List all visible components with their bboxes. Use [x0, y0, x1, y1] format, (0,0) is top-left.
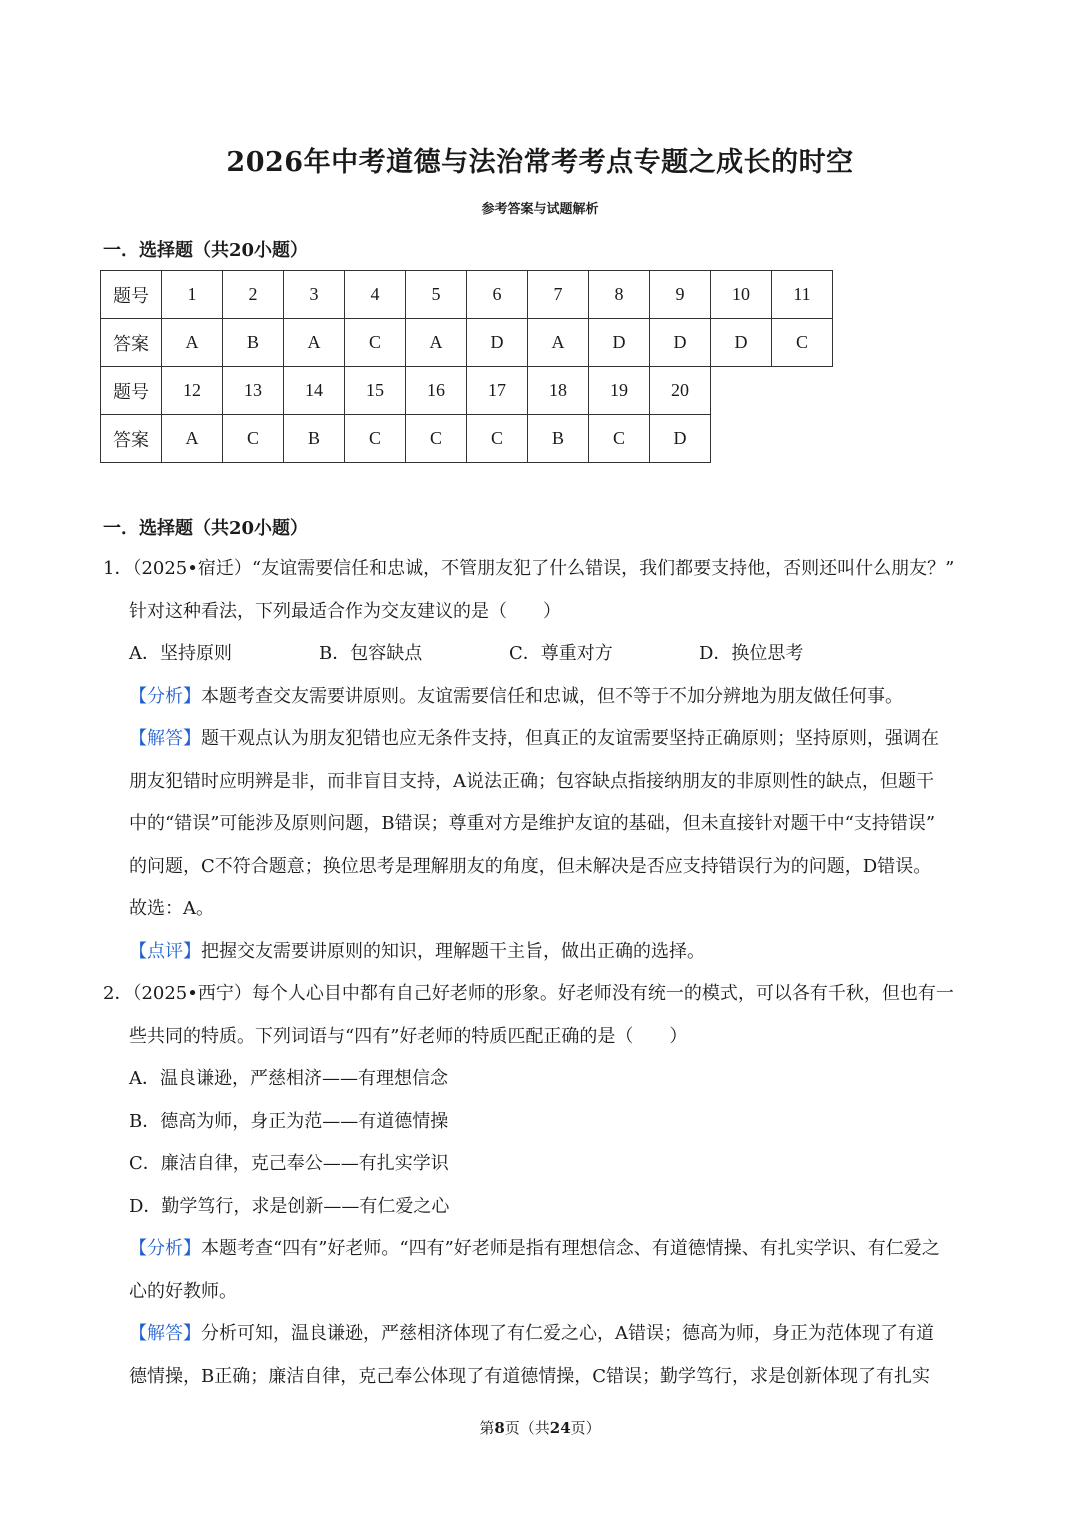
table-cell-empty	[772, 415, 833, 463]
option-c: C．廉洁自律，克己奉公——有扎实学识	[129, 1153, 449, 1174]
answer-text: 朋友犯错时应明辨是非，而非盲目支持，A说法正确；包容缺点指接纳朋友的非原则性的缺点，但题干	[129, 770, 934, 792]
option-d: D．换位思考	[699, 643, 804, 664]
analysis-block	[103, 1228, 983, 1313]
table-cell: 5	[406, 271, 467, 319]
table-cell: D	[467, 319, 528, 367]
table-cell: C	[467, 415, 528, 463]
table-cell: D	[650, 319, 711, 367]
option-b: B．包容缺点	[319, 643, 423, 664]
table-cell: 10	[711, 271, 772, 319]
document-title: 2026年中考道德与法治常考考点专题之成长的时空	[226, 147, 854, 178]
table-cell: 17	[467, 367, 528, 415]
comment-text: 把握交友需要讲原则的知识，理解题干主旨，做出正确的选择。	[201, 940, 705, 962]
answer-text: 的问题，C不符合题意；换位思考是理解朋友的角度，但未解决是否应支持错误行为的问题，D错误。	[129, 855, 932, 877]
question-stem: 些共同的特质。下列词语与“四有”好老师的特质匹配正确的是（ ）	[129, 1025, 688, 1047]
answer-tag: 【解答】	[129, 728, 201, 749]
answer-block	[103, 1313, 983, 1398]
option-a: A．坚持原则	[129, 643, 232, 664]
table-row	[101, 319, 833, 367]
table-cell: C	[223, 415, 284, 463]
analysis-text: 本题考查“四有”好老师。“四有”好老师是指有理想信念、有道德情操、有扎实学识、有仁爱之	[201, 1238, 940, 1259]
table-cell: 18	[528, 367, 589, 415]
table-cell: D	[589, 319, 650, 367]
table-cell: 题号	[101, 271, 162, 319]
table-cell: D	[711, 319, 772, 367]
table-cell: 7	[528, 271, 589, 319]
question-stem: 2．（2025•西宁）每个人心目中都有自己好老师的形象。好老师没有统一的模式，可以各有千秋，但也有一	[103, 983, 954, 1004]
table-cell: C	[406, 415, 467, 463]
table-cell: 12	[162, 367, 223, 415]
table-cell: 19	[589, 367, 650, 415]
answer-tag: 【解答】	[129, 1323, 201, 1344]
table-cell: 14	[284, 367, 345, 415]
table-cell: 11	[772, 271, 833, 319]
table-row	[101, 271, 833, 319]
table-cell: C	[345, 319, 406, 367]
answer-text: 德情操，B正确；廉洁自律，克己奉公体现了有道德情操，C错误；勤学笃行，求是创新体现了有扎实	[129, 1365, 930, 1387]
answer-text: 题干观点认为朋友犯错也应无条件支持，但真正的友谊需要坚持正确原则；坚持原则，强调在	[201, 728, 939, 749]
table-cell: 13	[223, 367, 284, 415]
comment-tag: 【点评】	[129, 940, 201, 962]
answer-text: 故选：A。	[129, 898, 214, 919]
question-1	[103, 548, 983, 973]
table-cell: A	[528, 319, 589, 367]
table-cell: 答案	[101, 415, 162, 463]
analysis-tag: 【分析】	[129, 685, 201, 707]
question-stem: 针对这种看法，下列最适合作为交友建议的是（ ）	[129, 600, 561, 622]
table-cell: A	[406, 319, 467, 367]
table-cell: C	[345, 415, 406, 463]
table-cell: 6	[467, 271, 528, 319]
analysis-text: 本题考查交友需要讲原则。友谊需要信任和忠诚，但不等于不加分辨地为朋友做任何事。	[201, 685, 903, 707]
table-cell: B	[528, 415, 589, 463]
table-cell: 1	[162, 271, 223, 319]
table-cell: 答案	[101, 319, 162, 367]
table-cell-empty	[711, 367, 772, 415]
analysis-tag: 【分析】	[129, 1238, 201, 1259]
analysis-block	[103, 676, 983, 719]
section-heading-1: 一．选择题（共20小题）	[103, 240, 309, 261]
table-row	[101, 415, 833, 463]
answer-text: 分析可知，温良谦逊，严慈相济体现了有仁爱之心，A错误；德高为师，身正为范体现了有道	[201, 1323, 934, 1344]
table-cell: 4	[345, 271, 406, 319]
analysis-text: 心的好教师。	[129, 1280, 237, 1302]
footer-middle: 页（共	[504, 1419, 550, 1437]
table-cell: 8	[589, 271, 650, 319]
table-row	[101, 367, 833, 415]
page-number: 8	[494, 1419, 505, 1437]
table-cell: A	[162, 415, 223, 463]
option-list	[103, 633, 983, 676]
table-cell-empty	[772, 367, 833, 415]
table-cell: 16	[406, 367, 467, 415]
option-d: D．勤学笃行，求是创新——有仁爱之心	[129, 1195, 450, 1217]
table-cell: C	[772, 319, 833, 367]
question-stem: 1．（2025•宿迁）“友谊需要信任和忠诚，不管朋友犯了什么错误，我们都要支持他，否则还叫什么朋友？”	[103, 558, 955, 579]
table-cell: D	[650, 415, 711, 463]
page-footer	[0, 1417, 1080, 1438]
answer-text: 中的“错误”可能涉及原则问题，B错误；尊重对方是维护友谊的基础，但未直接针对题干中“支持错误”	[129, 813, 936, 834]
section-heading-2: 一．选择题（共20小题）	[103, 518, 309, 539]
table-cell: B	[223, 319, 284, 367]
table-cell: A	[284, 319, 345, 367]
footer-prefix: 第	[479, 1419, 495, 1437]
table-cell: 20	[650, 367, 711, 415]
table-cell: 题号	[101, 367, 162, 415]
option-c: C．尊重对方	[509, 643, 613, 664]
page-total: 24	[549, 1419, 571, 1437]
table-cell: 9	[650, 271, 711, 319]
table-cell: 3	[284, 271, 345, 319]
comment-block	[103, 931, 983, 974]
answer-block	[103, 718, 983, 931]
footer-suffix: 页）	[570, 1419, 601, 1437]
answer-table	[100, 270, 833, 463]
option-b: B．德高为师，身正为范——有道德情操	[129, 1110, 449, 1132]
table-cell: 15	[345, 367, 406, 415]
document-subtitle: 参考答案与试题解析	[481, 202, 599, 217]
table-cell-empty	[711, 415, 772, 463]
table-cell: B	[284, 415, 345, 463]
table-cell: 2	[223, 271, 284, 319]
table-cell: A	[162, 319, 223, 367]
option-a: A．温良谦逊，严慈相济——有理想信念	[129, 1068, 448, 1089]
question-2	[103, 973, 983, 1398]
table-cell: C	[589, 415, 650, 463]
